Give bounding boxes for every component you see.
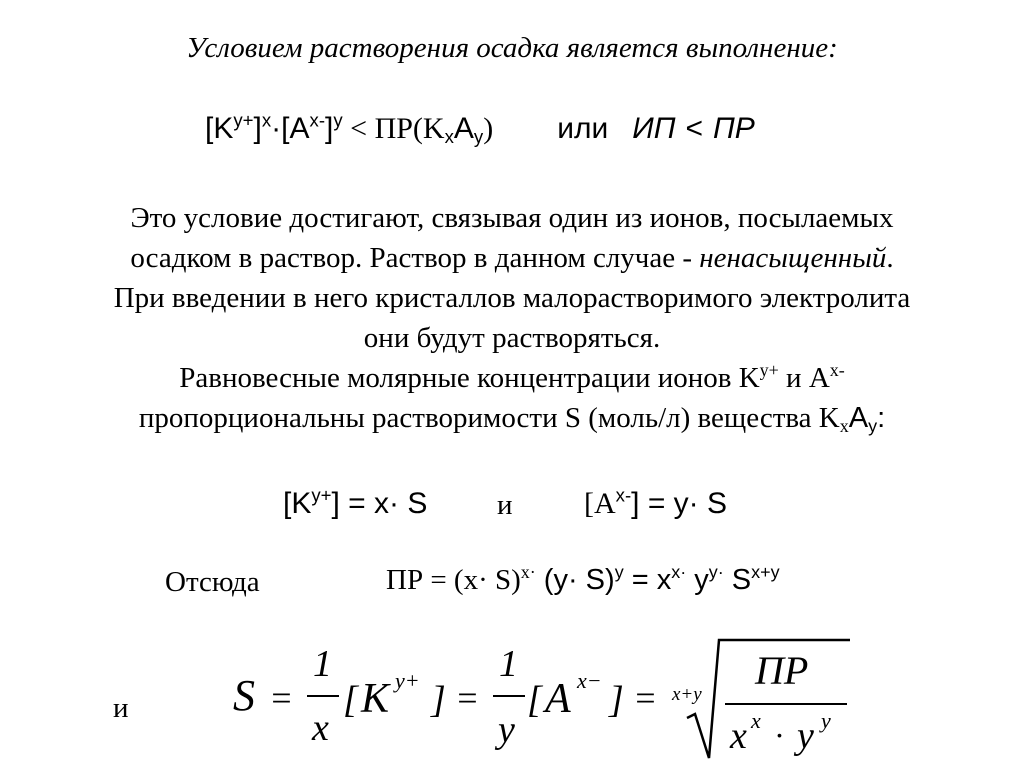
cond-k-charge: y+ xyxy=(233,109,254,131)
formula-k-sup: y+ xyxy=(395,668,420,693)
cond-pr: ПР xyxy=(712,112,755,145)
para-line-5-charge-k: y+ xyxy=(759,359,779,380)
hence-label: Отсюда xyxy=(165,566,260,598)
eq-k-rest: ] = x· S xyxy=(331,487,428,520)
solubility-formula xyxy=(225,630,865,765)
formula-den-y-sup: y xyxy=(821,708,831,733)
cond-a-open: [A xyxy=(281,112,310,145)
pr-eq-sup-3: x· xyxy=(671,561,687,582)
unsaturated-term: ненасыщенный xyxy=(699,242,887,274)
pr-eq-sup-5: x+y xyxy=(751,561,780,582)
para-line-5-text: Равновесные молярные концентрации ионов K xyxy=(179,362,760,394)
para-line-5-mid: и A xyxy=(778,362,830,394)
cond-k-power: x xyxy=(261,109,272,131)
slide-title: Условием растворения осадка является выполнение: xyxy=(186,32,838,64)
para-line-4: они будут растворяться. xyxy=(363,322,661,354)
explanation-paragraph xyxy=(0,198,1024,438)
cond-a-letter: A xyxy=(453,112,474,145)
para-line-5-charge-a: x- xyxy=(829,359,845,380)
cond-lt2: < xyxy=(685,112,703,145)
cond-sub-x: x xyxy=(444,126,454,148)
cond-ip: ИП xyxy=(632,112,676,145)
para-line-6-a: A xyxy=(848,402,869,434)
eq-a-open: [A xyxy=(584,487,616,520)
dissolution-condition xyxy=(205,109,755,148)
cond-or: или xyxy=(557,112,609,145)
formula-a-sup: x− xyxy=(577,668,602,693)
formula-den-x: x xyxy=(730,715,747,757)
formula-y-den: y xyxy=(498,709,515,751)
eq-a-rest: ] = y· S xyxy=(631,487,728,520)
formula-one-1: 1 xyxy=(313,643,332,685)
formula-one-2: 1 xyxy=(499,643,518,685)
cond-k-open: [K xyxy=(205,112,234,145)
formula-lbracket-1: [ xyxy=(343,679,358,721)
cond-a-power: y xyxy=(333,109,343,131)
para-line-2-end: . xyxy=(886,242,894,274)
para-line-1: Это условие достигают, связывая один из ионов, посылаемых xyxy=(130,202,894,234)
formula-x-den: x xyxy=(312,707,329,749)
pr-eq-sup-2: y xyxy=(614,561,624,582)
a-concentration-equation xyxy=(584,484,728,521)
equations-and: и xyxy=(497,489,513,521)
cond-sub-y: y xyxy=(473,126,484,148)
formula-rbracket-1: ] xyxy=(431,679,446,721)
para-line-2-text: осадком в раствор. Раствор в данном случае - xyxy=(130,242,700,274)
pr-eq-sup-1: x· xyxy=(520,561,536,582)
cond-rparen: ) xyxy=(483,112,494,145)
cond-a-charge: x- xyxy=(309,109,326,131)
pr-eq-part-5: S xyxy=(723,564,752,596)
formula-pr: ПР xyxy=(755,648,809,693)
formula-s: S xyxy=(233,671,255,720)
formula-rbracket-2: ] xyxy=(609,679,624,721)
pr-eq-sup-4: y· xyxy=(708,561,724,582)
formula-lbracket-2: [ xyxy=(527,679,542,721)
eq-a-charge: x- xyxy=(615,484,632,506)
para-line-6-text: пропорциональны растворимости S (моль/л) вещества K xyxy=(138,402,840,434)
k-concentration-equation xyxy=(283,484,428,521)
para-line-6 xyxy=(0,398,1024,438)
formula-eq-3: = xyxy=(633,678,658,718)
eq-k-open: [K xyxy=(283,487,312,520)
para-line-6-colon: : xyxy=(877,402,886,434)
formula-eq-1: = xyxy=(269,678,294,718)
para-line-6-sub-x: x xyxy=(839,416,849,437)
formula-and: и xyxy=(113,692,129,724)
pr-eq-part-1: ПР = (x· S) xyxy=(386,564,521,596)
formula-den-y: y xyxy=(797,715,814,757)
solubility-product-equation xyxy=(386,561,780,597)
formula-eq-2: = xyxy=(455,678,480,718)
para-line-5 xyxy=(0,358,1024,398)
cond-lt-pr: < ПР(K xyxy=(342,112,445,145)
formula-root-index: x+y xyxy=(672,684,702,705)
para-line-2 xyxy=(0,238,1024,278)
cond-k-close: ] xyxy=(253,112,262,145)
pr-eq-part-3: = x xyxy=(623,564,672,596)
formula-den-dot: · xyxy=(775,717,783,753)
para-line-6-sub-y: y xyxy=(868,416,878,437)
pr-eq-part-2: (y· S) xyxy=(535,564,615,596)
formula-den-x-sup: x xyxy=(751,708,761,733)
pr-eq-part-4: y xyxy=(686,564,709,596)
formula-k: K xyxy=(361,676,390,722)
formula-a: A xyxy=(545,676,571,722)
para-line-3: При введении в него кристаллов малорастворимого электролита xyxy=(113,282,911,314)
eq-k-charge: y+ xyxy=(311,484,332,506)
cond-a-close: ] xyxy=(325,112,334,145)
cond-dot: · xyxy=(271,112,282,145)
